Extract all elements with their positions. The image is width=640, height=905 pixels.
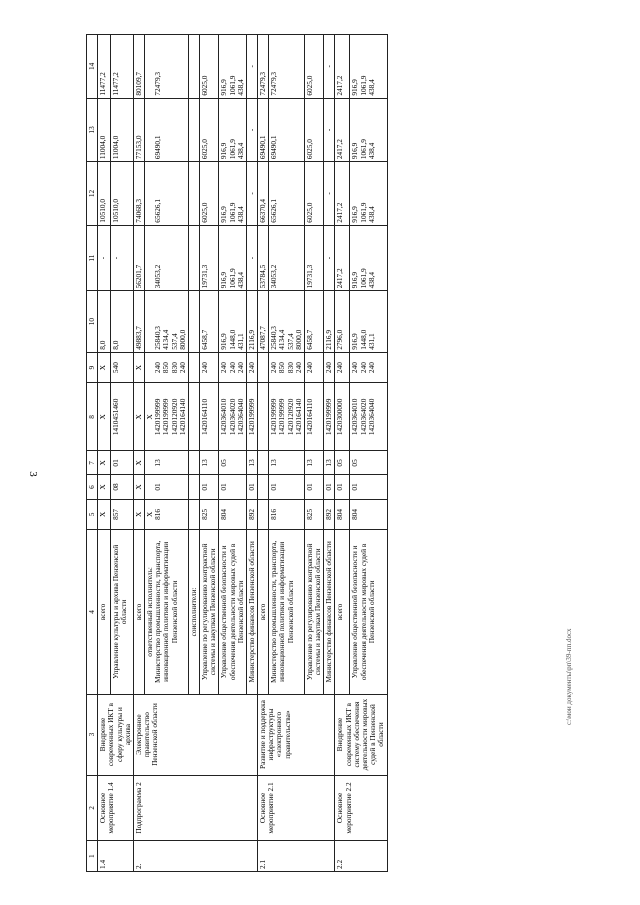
value-cell: - xyxy=(246,162,257,226)
executor-cell: всего xyxy=(335,530,350,694)
csr-code: 1420164140 xyxy=(293,398,303,436)
value: 916,9 xyxy=(350,142,360,160)
value-cell: - xyxy=(246,35,257,99)
item-type: Основное мероприятие 2.1 xyxy=(258,775,335,841)
item-title: Внедрение современных ИКТ в сферу культуры и архива xyxy=(98,694,134,775)
header-cell: 7 xyxy=(87,451,98,475)
vr-cell: X xyxy=(133,352,144,383)
vr-code: 240 xyxy=(350,362,360,374)
csr-code: 1420364020 xyxy=(358,398,368,436)
value-cell: 47087,7 xyxy=(258,291,269,352)
value: 25840,3 xyxy=(153,326,163,350)
value: 4134,4 xyxy=(161,329,171,350)
executor-cell: всего xyxy=(133,530,144,694)
value-cell: 11477,2 xyxy=(98,35,111,99)
csr-code: 1420164140 xyxy=(177,398,187,436)
rz-cell: 01 xyxy=(324,475,335,499)
value: 537,4 xyxy=(285,333,295,350)
csr-cell: 1420164110 xyxy=(200,383,219,451)
vr-code: 830 xyxy=(169,362,179,374)
vr-code: 240 xyxy=(177,362,187,374)
csr-cell xyxy=(145,383,189,451)
value: 438,4 xyxy=(366,272,376,289)
executor-cell: Управление общественной безопасности и обеспечения деятельности мировых судей в Пензенской области xyxy=(350,530,387,694)
pr-cell: X xyxy=(98,451,111,475)
value-cell: 6025,0 xyxy=(304,162,323,226)
value-cell xyxy=(145,162,189,226)
pr-cell: 05 xyxy=(335,451,350,475)
vr-cell: 240 xyxy=(304,352,323,383)
value-cell xyxy=(145,98,189,162)
pr-cell: 05 xyxy=(350,451,387,475)
pr-cell: 13 xyxy=(304,451,323,475)
grbs-cell: 857 xyxy=(111,499,134,530)
rz-cell: 01 xyxy=(335,475,350,499)
header-cell: 1 xyxy=(87,841,98,872)
value-cell: 6025,0 xyxy=(304,35,323,99)
grbs-x: X xyxy=(145,511,155,518)
value: 8000,0 xyxy=(293,329,303,350)
grbs-code: 816 xyxy=(153,508,163,520)
grbs-cell: 825 xyxy=(200,499,219,530)
vr-cell: X xyxy=(98,352,111,383)
value: 916,9 xyxy=(350,272,360,289)
value: 916,9 xyxy=(219,79,229,96)
value-cell: 19731,3 xyxy=(304,225,323,291)
value: 1061,9 xyxy=(227,139,237,160)
item-number: 2.2 xyxy=(335,841,387,872)
csr-cell: 1420300000 xyxy=(335,383,350,451)
value-cell: 6458,7 xyxy=(200,291,219,352)
csr-x: X xyxy=(145,414,155,420)
vr-cell xyxy=(145,352,189,383)
table-row xyxy=(98,35,111,872)
header-cell: 9 xyxy=(87,352,98,383)
value: 1061,9 xyxy=(358,202,368,223)
header-cell: 10 xyxy=(87,291,98,352)
item-title: Внедрение современных ИКТ в систему обеспечения деятельности мировых судей в Пензенской области xyxy=(335,694,387,775)
value-cell xyxy=(350,291,387,352)
rz-cell xyxy=(145,475,189,499)
value: 72479,3 xyxy=(153,71,163,96)
item-type: Основное мероприятие 2.2 xyxy=(335,775,387,841)
rz-cell: 01 xyxy=(219,475,247,499)
value-cell xyxy=(219,162,247,226)
csr-code: 1420199999 xyxy=(277,398,287,436)
rz-cell: 01 xyxy=(350,475,387,499)
grbs-cell: 804 xyxy=(219,499,247,530)
value-cell xyxy=(350,98,387,162)
value: 1061,9 xyxy=(358,139,368,160)
grbs-cell: 804 xyxy=(335,499,350,530)
value-cell: - xyxy=(324,98,335,162)
table-row xyxy=(258,35,269,872)
rz-cell: 01 xyxy=(200,475,219,499)
value: 1448,0 xyxy=(358,329,368,350)
grbs-cell: 892 xyxy=(324,499,335,530)
value: 1061,9 xyxy=(227,268,237,289)
value-cell: - xyxy=(246,225,257,291)
value-cell: - xyxy=(324,225,335,291)
value-cell: 72479,3 xyxy=(269,35,305,99)
value-cell: 6025,0 xyxy=(304,98,323,162)
pr-cell: 13 xyxy=(324,451,335,475)
footer-path: c:\мои документы\рп\39-пп.docx xyxy=(565,628,573,725)
executor-name: Министерство промышленности, транспорта, инновационной политики и информатизации Пензенской области xyxy=(153,540,179,684)
csr-cell: 1420199999 xyxy=(324,383,335,451)
csr-code: 1420364010 xyxy=(219,398,229,436)
value-cell: 8,0 xyxy=(98,291,111,352)
value: 916,9 xyxy=(350,333,360,350)
vr-code: 240 xyxy=(366,362,376,374)
value-cell: - xyxy=(324,35,335,99)
value-cell: 56201,7 xyxy=(133,225,144,291)
value-cell: 2417,2 xyxy=(335,162,350,226)
vr-cell xyxy=(269,352,305,383)
pr-cell: X xyxy=(133,451,144,475)
value-cell: 53784,5 xyxy=(258,225,269,291)
header-cell: 5 xyxy=(87,499,98,530)
csr-code: 1420199999 xyxy=(161,398,171,436)
value-cell: 11477,2 xyxy=(111,35,134,99)
value-cell: 8,0 xyxy=(111,291,134,352)
value-cell: 19731,3 xyxy=(200,225,219,291)
value: 431,1 xyxy=(235,333,245,350)
executor-cell: Министерство финансов Пензенской области xyxy=(324,530,335,694)
value: 431,1 xyxy=(366,333,376,350)
rz-cell: X xyxy=(133,475,144,499)
executor-cell: всего xyxy=(98,530,111,694)
value-cell: 6458,7 xyxy=(304,291,323,352)
value: 1061,9 xyxy=(227,75,237,96)
value-cell: - xyxy=(111,225,134,291)
value-cell xyxy=(269,291,305,352)
vr-code: 850 xyxy=(161,362,171,374)
value-cell: - xyxy=(324,162,335,226)
value: 438,4 xyxy=(235,272,245,289)
header-cell: 6 xyxy=(87,475,98,499)
vr-cell: 240 xyxy=(335,352,350,383)
value-cell: 2417,2 xyxy=(335,225,350,291)
pr-cell xyxy=(145,451,189,475)
value: 1448,0 xyxy=(227,329,237,350)
value-cell: 11004,0 xyxy=(111,98,134,162)
value-cell xyxy=(350,225,387,291)
csr-code: 1420364020 xyxy=(227,398,237,436)
header-cell: 3 xyxy=(87,694,98,775)
csr-cell xyxy=(269,383,305,451)
rz-cell: 08 xyxy=(111,475,134,499)
executor-cell xyxy=(145,530,189,694)
pr-cell: 13 xyxy=(269,451,305,475)
csr-code: 1420199999 xyxy=(269,398,279,436)
item-title: Развитие и поддержка инфраструктуры «электронного правительства» xyxy=(258,694,335,775)
csr-code: 1420364010 xyxy=(350,398,360,436)
executor-cell: Министерство финансов Пензенской области xyxy=(246,530,257,694)
header-cell: 14 xyxy=(87,35,98,99)
value-cell xyxy=(145,35,189,99)
value-cell: 69490,1 xyxy=(269,98,305,162)
csr-code: 1420364040 xyxy=(366,398,376,436)
rz-cell: 01 xyxy=(304,475,323,499)
value-cell: 80109,7 xyxy=(133,35,144,99)
executor-cell: всего xyxy=(258,530,269,694)
rz-cell: X xyxy=(98,475,111,499)
csr-cell xyxy=(350,383,387,451)
value: 1061,9 xyxy=(358,268,368,289)
value-cell: 34053,2 xyxy=(269,225,305,291)
value: 438,4 xyxy=(366,206,376,223)
value-cell: - xyxy=(98,225,111,291)
value-cell: - xyxy=(246,98,257,162)
value: 8000,0 xyxy=(177,329,187,350)
vr-code: 830 xyxy=(285,362,295,374)
item-number: 1.4 xyxy=(98,841,134,872)
item-type: Основное мероприятие 1.4 xyxy=(98,775,134,841)
vr-cell xyxy=(219,352,247,383)
value-cell xyxy=(219,225,247,291)
value: 916,9 xyxy=(350,206,360,223)
value-cell xyxy=(350,162,387,226)
grbs-cell: 816 xyxy=(269,499,305,530)
grbs-cell: 804 xyxy=(350,499,387,530)
value-cell xyxy=(219,35,247,99)
budget-table xyxy=(86,34,388,872)
value: 69490,1 xyxy=(153,135,163,160)
value: 1061,9 xyxy=(227,202,237,223)
value: 916,9 xyxy=(219,142,229,160)
csr-code: 1420120920 xyxy=(169,398,179,436)
grbs-cell xyxy=(145,499,189,530)
value: 25840,3 xyxy=(269,326,279,350)
csr-cell: 1410451460 xyxy=(111,383,134,451)
executor-cell: Управление общественной безопасности и обеспечения деятельности мировых судей в Пензенской области xyxy=(219,530,247,694)
value-cell: 6025,0 xyxy=(200,162,219,226)
value-cell: 66370,4 xyxy=(258,162,269,226)
value-cell: 10510,0 xyxy=(98,162,111,226)
value-cell: 69490,1 xyxy=(258,98,269,162)
value-cell: 2417,2 xyxy=(335,98,350,162)
value-cell: 6025,0 xyxy=(200,35,219,99)
header-row xyxy=(87,35,98,872)
header-cell: 2 xyxy=(87,775,98,841)
value: 916,9 xyxy=(219,272,229,289)
vr-cell: 240 xyxy=(324,352,335,383)
value-cell: 2417,2 xyxy=(335,35,350,99)
vr-code: 240 xyxy=(293,362,303,374)
value: 438,4 xyxy=(366,142,376,160)
value-cell xyxy=(350,35,387,99)
csr-cell xyxy=(219,383,247,451)
executor-label: ответственный исполнитель: xyxy=(145,567,155,657)
value-cell xyxy=(145,225,189,291)
csr-cell: 1420199999 xyxy=(246,383,257,451)
pr-cell: 13 xyxy=(246,451,257,475)
value: 537,4 xyxy=(169,333,179,350)
value: 438,4 xyxy=(366,79,376,96)
csr-code: 1420199999 xyxy=(153,398,163,436)
vr-code: 240 xyxy=(219,362,229,374)
value: 1061,9 xyxy=(358,75,368,96)
rz-cell: 01 xyxy=(246,475,257,499)
value-cell: 72479,3 xyxy=(258,35,269,99)
grbs-cell: 825 xyxy=(304,499,323,530)
value: 34053,2 xyxy=(153,264,163,289)
pr-cell: 01 xyxy=(111,451,134,475)
vr-code: 240 xyxy=(358,362,368,374)
vr-cell: 240 xyxy=(246,352,257,383)
csr-cell: 1420164110 xyxy=(304,383,323,451)
rz-code: 01 xyxy=(153,483,163,491)
rz-cell: 01 xyxy=(269,475,305,499)
vr-code: 240 xyxy=(269,362,279,374)
vr-cell: 540 xyxy=(111,352,134,383)
vr-code: 240 xyxy=(235,362,245,374)
value-cell: 74068,3 xyxy=(133,162,144,226)
pr-code: 13 xyxy=(153,459,163,467)
executor-cell: Управление культуры и архива Пензенской области xyxy=(111,530,134,694)
vr-code: 850 xyxy=(277,362,287,374)
value: 916,9 xyxy=(219,206,229,223)
item-number: 2. xyxy=(133,841,257,872)
table-row xyxy=(335,35,350,872)
executor-cell: соисполнители: xyxy=(188,530,199,694)
header-cell: 11 xyxy=(87,225,98,291)
value-cell: 2116,9 xyxy=(246,291,257,352)
value: 65626,1 xyxy=(153,198,163,223)
value: 438,4 xyxy=(235,206,245,223)
value-cell: 77153,0 xyxy=(133,98,144,162)
vr-cell: 240 xyxy=(200,352,219,383)
value-cell: 10510,0 xyxy=(111,162,134,226)
value: 916,9 xyxy=(350,79,360,96)
csr-code: 1420120920 xyxy=(285,398,295,436)
value-cell: 2796,0 xyxy=(335,291,350,352)
grbs-cell: X xyxy=(98,499,111,530)
vr-code: 240 xyxy=(153,362,163,374)
value-cell xyxy=(219,98,247,162)
value-cell: 65626,1 xyxy=(269,162,305,226)
value: 916,9 xyxy=(219,333,229,350)
pr-cell: 05 xyxy=(219,451,247,475)
item-title: Электронное правительство Пензенской области xyxy=(133,694,257,775)
value-cell: 2116,9 xyxy=(324,291,335,352)
header-cell: 4 xyxy=(87,530,98,694)
value-cell xyxy=(219,291,247,352)
vr-cell xyxy=(350,352,387,383)
header-cell: 13 xyxy=(87,98,98,162)
executor-cell: Министерство промышленности, транспорта, инновационной политики и информатизации Пензенской области xyxy=(269,530,305,694)
value-cell: 6025,0 xyxy=(200,98,219,162)
csr-cell: X xyxy=(98,383,111,451)
grbs-cell: X xyxy=(133,499,144,530)
header-cell: 8 xyxy=(87,383,98,451)
executor-cell: Управление по регулированию контрактной системы и закупкам Пензенской области xyxy=(304,530,323,694)
item-number: 2.1 xyxy=(258,841,335,872)
rotated-table-wrapper xyxy=(86,34,558,872)
page-number: 3 xyxy=(26,471,39,477)
table-row xyxy=(133,35,144,872)
value: 4134,4 xyxy=(277,329,287,350)
item-type: Подпрограмма 2 xyxy=(133,775,257,841)
value-cell xyxy=(145,291,189,352)
csr-cell: X xyxy=(133,383,144,451)
grbs-cell: 892 xyxy=(246,499,257,530)
value-cell: 49883,7 xyxy=(133,291,144,352)
csr-code: 1420364040 xyxy=(235,398,245,436)
value: 438,4 xyxy=(235,142,245,160)
value: 438,4 xyxy=(235,79,245,96)
value-cell: 11004,0 xyxy=(98,98,111,162)
vr-code: 240 xyxy=(227,362,237,374)
executor-cell: Управление по регулированию контрактной системы и закупкам Пензенской области xyxy=(200,530,219,694)
header-cell: 12 xyxy=(87,162,98,226)
pr-cell: 13 xyxy=(200,451,219,475)
